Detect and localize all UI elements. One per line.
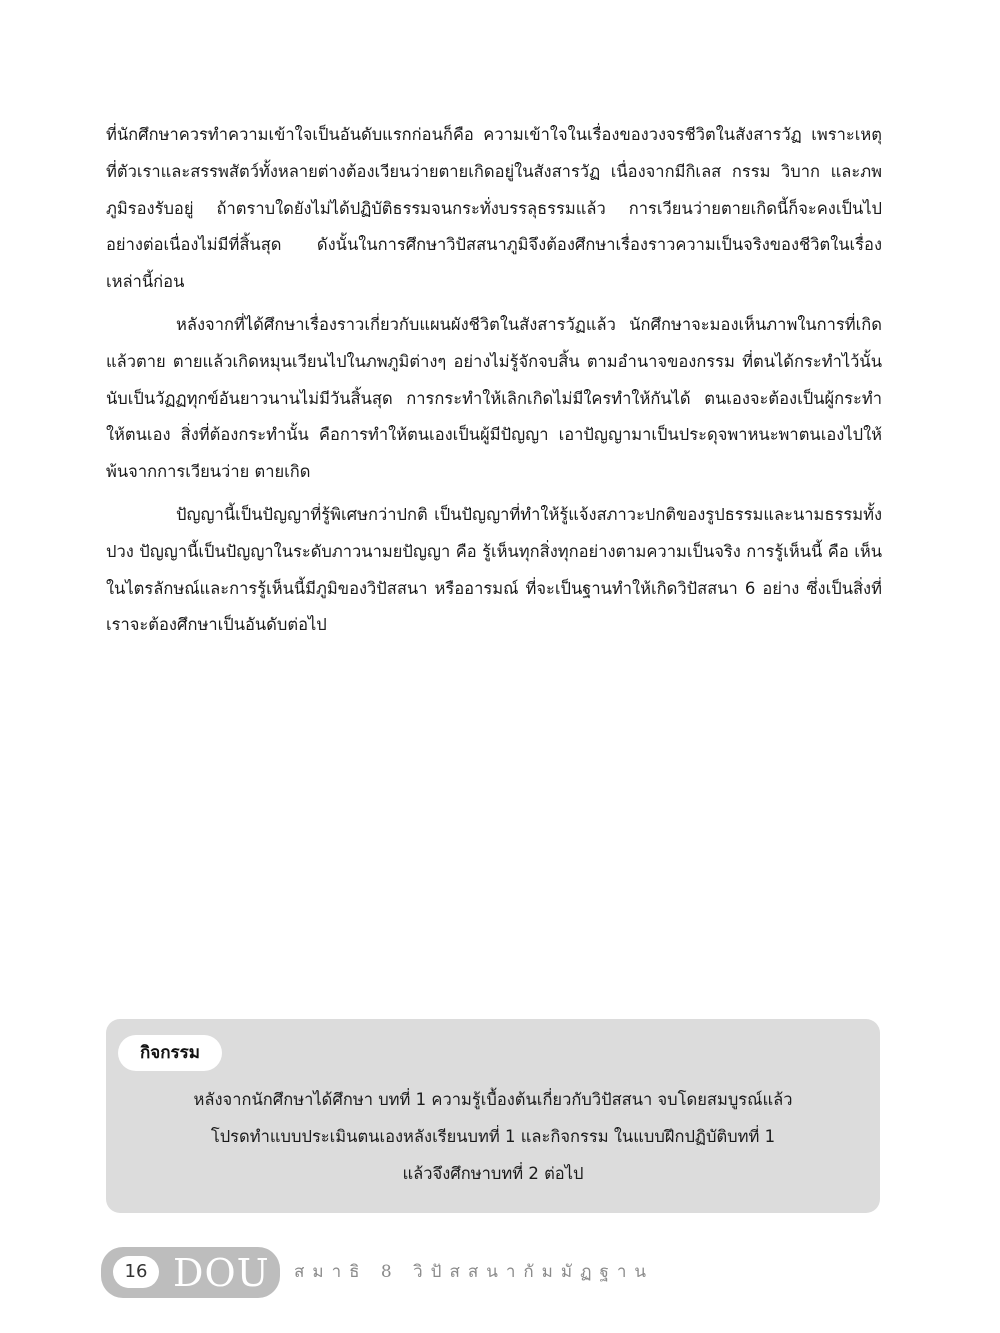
activity-instructions — [106, 1081, 880, 1192]
paragraph-2: หลังจากที่ได้ศึกษาเรื่องราวเกี่ยวกับแผนผังชีวิตในสังสารวัฏแล้ว นักศึกษาจะมองเห็นภาพในการที่เกิดแล้วตาย ตายแล้วเกิดหมุนเวียนไปในภพภูมิต่างๆ อย่างไม่รู้จักจบสิ้น ตามอำนาจของกรรม ที่ตนได้กระทำไว้นั้น นับเป็นวัฏฏทุกข์อันยาวนานไม่มีวันสิ้นสุด การกระทำให้เลิกเกิดไม่มีใครทำให้กันได้ ตนเองจะต้องเป็นผู้กระทำให้ตนเอง สิ่งที่ต้องกระทำนั้น คือการทำให้ตนเองเป็นผู้มีปัญญา เอาปัญญามาเป็นประดุจพาหนะพาตนเองไปให้พ้นจากการเวียนว่าย ตายเกิด — [106, 314, 882, 482]
brand-logo: DOU — [173, 1251, 270, 1295]
activity-line-1: หลังจากนักศึกษาได้ศึกษา บทที่ 1 ความรู้เบื้องต้นเกี่ยวกับวิปัสสนา จบโดยสมบูรณ์แล้ว — [193, 1090, 793, 1109]
activity-title: กิจกรรม — [118, 1035, 222, 1071]
activity-box — [106, 1019, 880, 1213]
activity-line-3: แล้วจึงศึกษาบทที่ 2 ต่อไป — [402, 1164, 584, 1183]
body-text — [106, 117, 882, 650]
footer-badge — [101, 1247, 280, 1298]
activity-line-2: โปรดทำแบบประเมินตนเองหลังเรียนบทที่ 1 และกิจกรรม ในแบบฝึกปฏิบัติบทที่ 1 — [210, 1127, 776, 1146]
paragraph-3: ปัญญานี้เป็นปัญญาที่รู้พิเศษกว่าปกติ เป็นปัญญาที่ทำให้รู้แจ้งสภาวะปกติของรูปธรรมและนามธรรมทั้งปวง ปัญญานี้เป็นปัญญาในระดับภาวนามยปัญญา คือ รู้เห็นทุกสิ่งทุกอย่างตามความเป็นจริง การรู้เห็นนี้ คือ เห็นในไตรลักษณ์และการรู้เห็นนี้มีภูมิของวิปัสสนา หรืออารมณ์ ที่จะเป็นฐานทำให้เกิดวิปัสสนา 6 อย่าง ซึ่งเป็นสิ่งที่เราจะต้องศึกษาเป็นอันดับต่อไป — [106, 504, 882, 635]
paragraph-1: ที่นักศึกษาควรทำความเข้าใจเป็นอันดับแรกก่อนก็คือ ความเข้าใจในเรื่องของวงจรชีวิตในสังสารวัฏ เพราะเหตุที่ตัวเราและสรรพสัตว์ทั้งหลายต่างต้องเวียนว่ายตายเกิดอยู่ในสังสารวัฏ เนื่องจากมีกิเลส กรรม วิบาก และภพภูมิรองรับอยู่ ถ้าตราบใดยังไม่ได้ปฏิบัติธรรมจนกระทั่งบรรลุธรรมแล้ว การเวียนว่ายตายเกิดนี้ก็จะคงเป็นไปอย่างต่อเนื่องไม่มีที่สิ้นสุด ดังนั้นในการศึกษาวิปัสสนาภูมิจึงต้องศึกษาเรื่องราวความเป็นจริงของชีวิตในเรื่องเหล่านี้ก่อน — [106, 125, 882, 292]
book-title: สมาธิ 8 วิปัสสนากัมมัฏฐาน — [294, 1262, 655, 1282]
page-number: 16 — [113, 1256, 159, 1288]
